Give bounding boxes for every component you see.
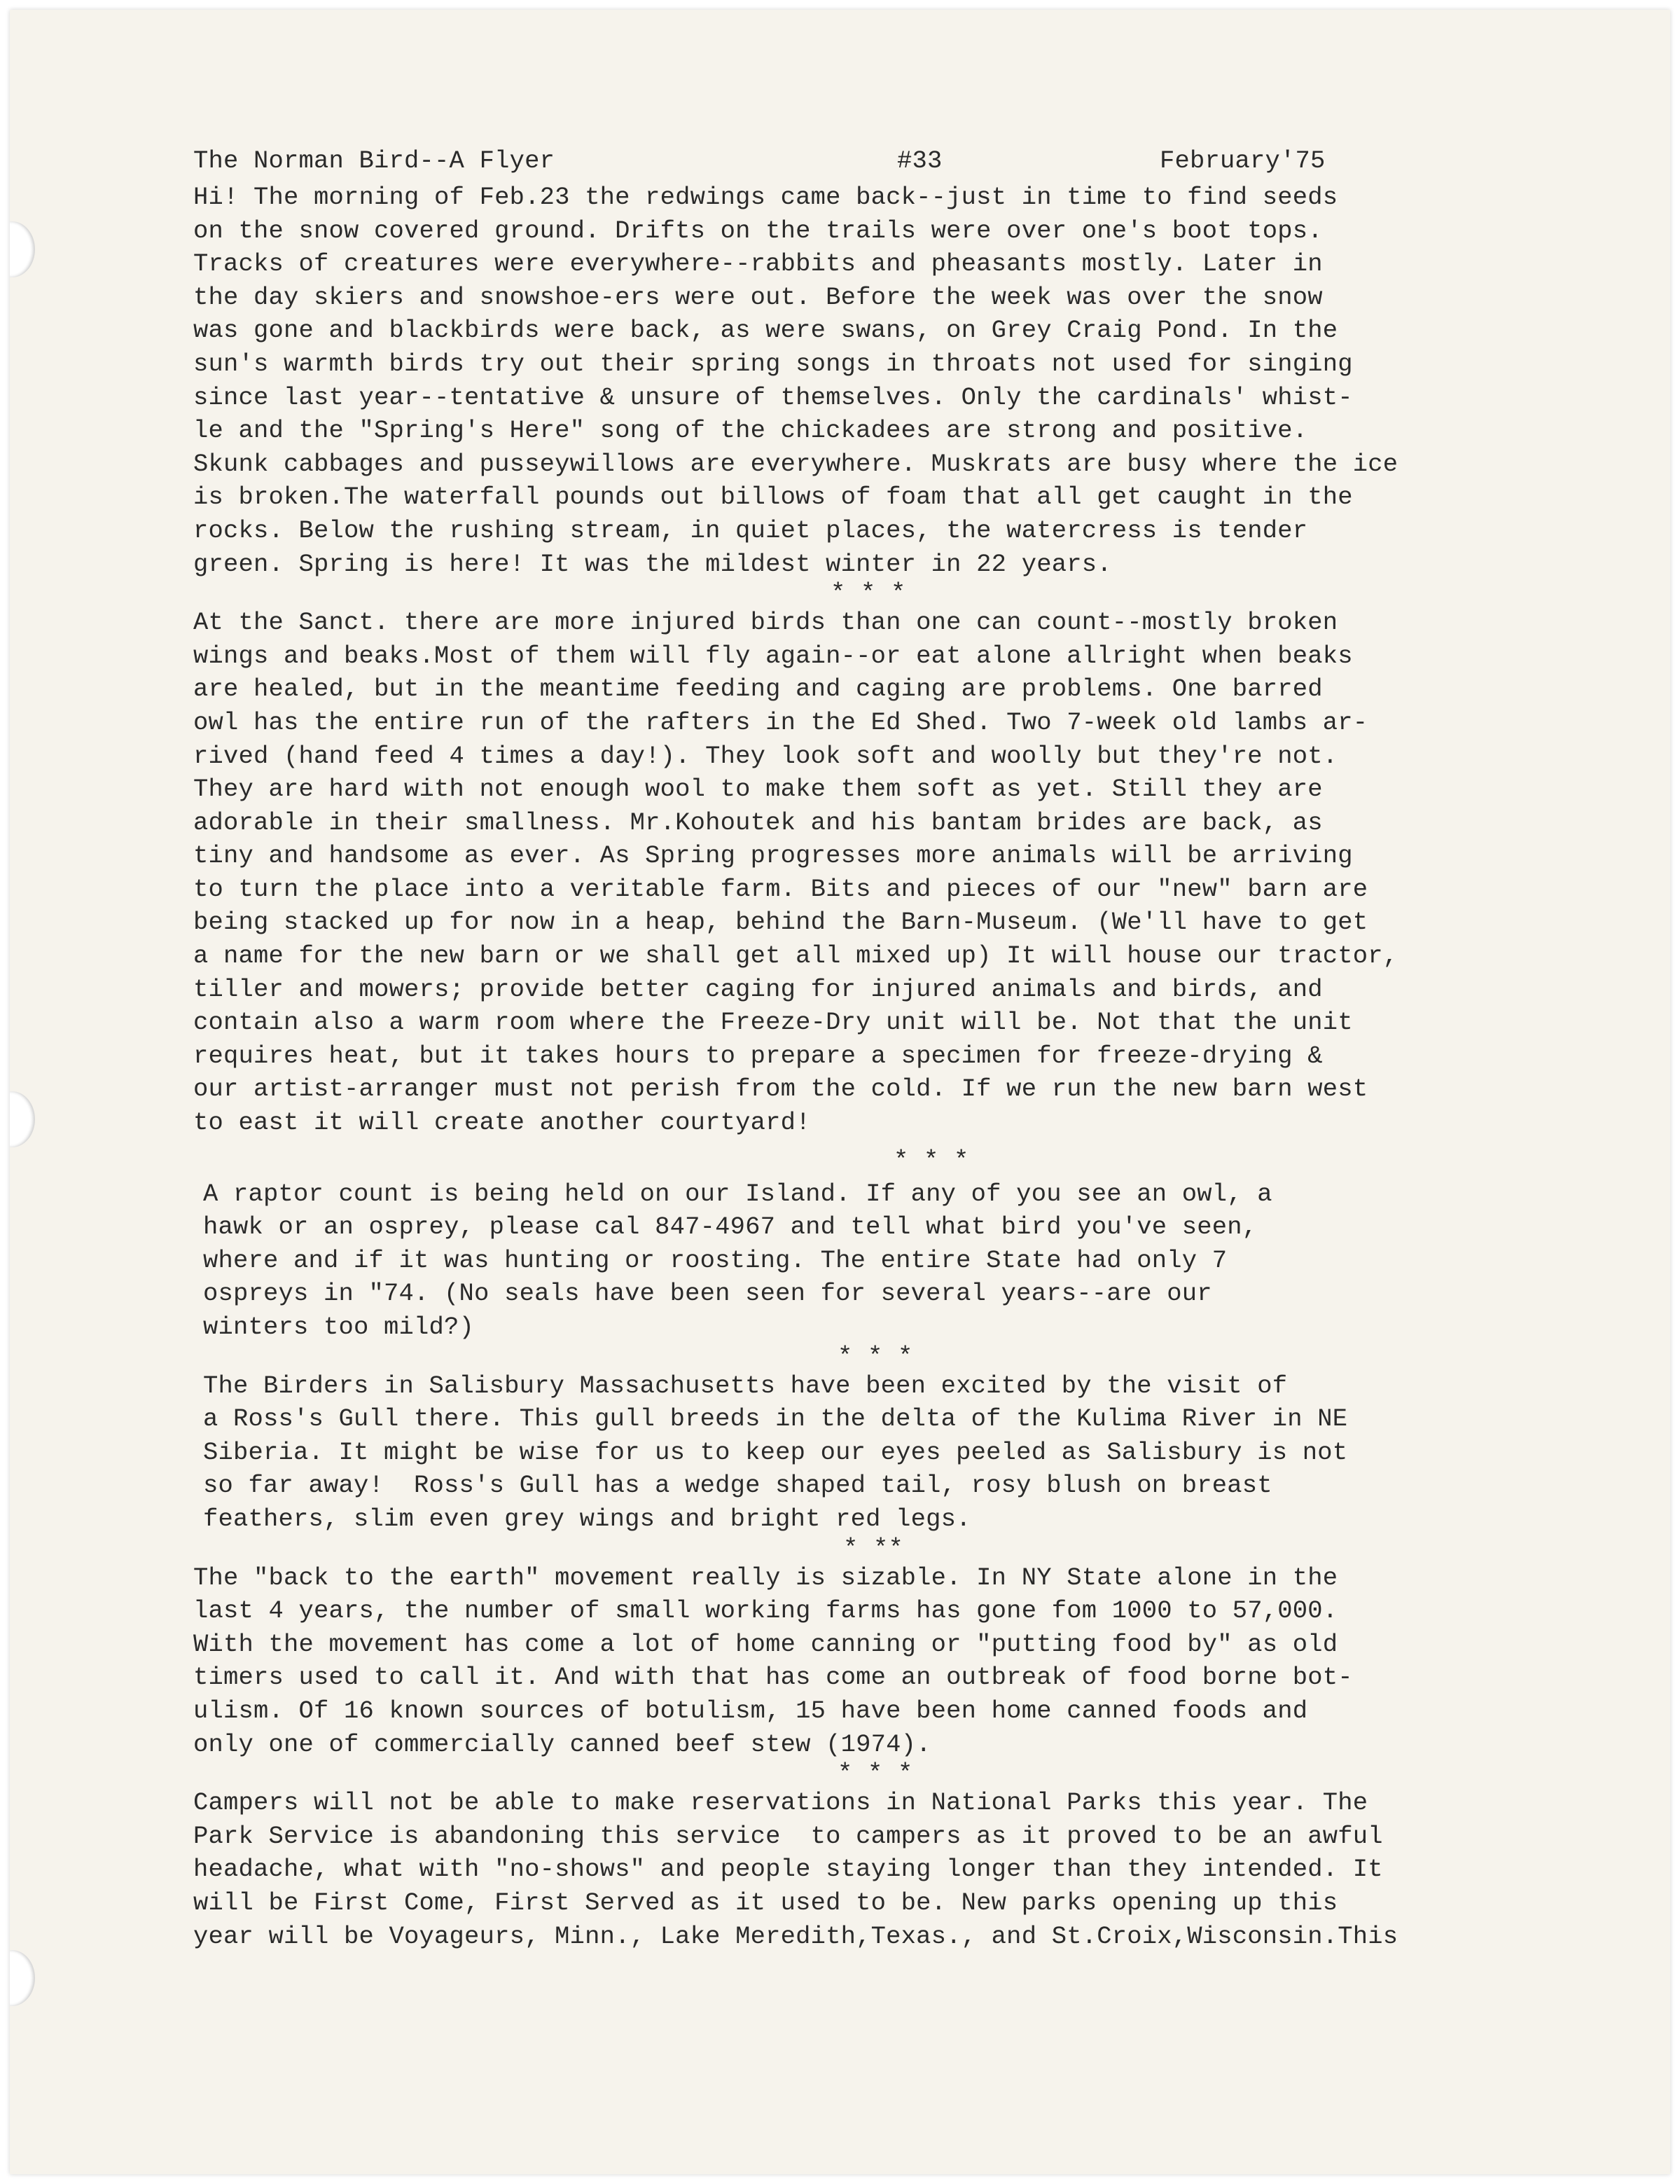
text-line: to turn the place into a veritable farm. Bits and pieces of our "new" barn are xyxy=(193,874,1368,904)
text-line: feathers, slim even grey wings and bright red legs. xyxy=(203,1504,971,1533)
paragraph-raptor-count xyxy=(193,1177,1580,1344)
text-line: Campers will not be able to make reservations in National Parks this year. The xyxy=(193,1788,1368,1818)
text-line: requires heat, but it takes hours to prepare a specimen for freeze-drying & xyxy=(193,1041,1323,1070)
text-line: hawk or an osprey, please cal 847-4967 and tell what bird you've seen, xyxy=(203,1212,1258,1242)
section-separator: * * * xyxy=(838,1759,913,1788)
text-line: A raptor count is being held on our Island. If any of you see an owl, a xyxy=(203,1179,1272,1208)
text-line: The Birders in Salisbury Massachusetts have been excited by the visit of xyxy=(203,1371,1288,1400)
text-line: rocks. Below the rushing stream, in quiet places, the watercress is tender xyxy=(193,516,1308,545)
text-line: Hi! The morning of Feb.23 the redwings came back--just in time to find seeds xyxy=(193,183,1338,212)
text-line: will be First Come, First Served as it used to be. New parks opening up this xyxy=(193,1888,1338,1917)
text-line: only one of commercially canned beef stew (1974). xyxy=(193,1729,931,1759)
section-separator: * * * xyxy=(838,1341,913,1371)
text-line: where and if it was hunting or roosting. The entire State had only 7 xyxy=(203,1245,1228,1275)
text-line: green. Spring is here! It was the mildest winter in 22 years. xyxy=(193,549,1112,579)
flyer-header xyxy=(193,130,1580,181)
paragraph-national-parks xyxy=(193,1786,1580,1953)
paragraph-spring xyxy=(193,181,1580,581)
text-line: Skunk cabbages and pusseywillows are everywhere. Muskrats are busy where the ice xyxy=(193,449,1398,478)
text-line: timers used to call it. And with that has come an outbreak of food borne bot- xyxy=(193,1663,1353,1692)
punch-hole xyxy=(10,1950,35,2006)
text-line: They are hard with not enough wool to make them soft as yet. Still they are xyxy=(193,775,1323,804)
text-line: sun's warmth birds try out their spring songs in throats not used for singing xyxy=(193,349,1353,378)
paragraph-back-to-earth xyxy=(193,1561,1580,1762)
text-line: At the Sanct. there are more injured birds than one can count--mostly broken xyxy=(193,608,1338,637)
text-line: our artist-arranger must not perish from the cold. If we run the new barn west xyxy=(193,1074,1368,1104)
text-line: Park Service is abandoning this service to campers as it proved to be an awful xyxy=(193,1821,1383,1851)
text-line: wings and beaks.Most of them will fly again--or eat alone allright when beaks xyxy=(193,641,1353,670)
text-line: the day skiers and snowshoe-ers were out. Before the week was over the snow xyxy=(193,282,1323,312)
text-line: a Ross's Gull there. This gull breeds in the delta of the Kulima River in NE xyxy=(203,1404,1348,1434)
text-line: rived (hand feed 4 times a day!). They look soft and woolly but they're not. xyxy=(193,741,1338,770)
text-line: to east it will create another courtyard! xyxy=(193,1108,811,1138)
text-line: The "back to the earth" movement really is sizable. In NY State alone in the xyxy=(193,1563,1338,1592)
text-line: so far away! Ross's Gull has a wedge shaped tail, rosy blush on breast xyxy=(203,1471,1272,1500)
text-line: tiller and mowers; provide better caging for injured animals and birds, and xyxy=(193,974,1323,1004)
text-line: With the movement has come a lot of home canning or "putting food by" as old xyxy=(193,1629,1338,1659)
text-line: contain also a warm room where the Freeze-Dry unit will be. Not that the unit xyxy=(193,1008,1353,1037)
text-line: Tracks of creatures were everywhere--rabbits and pheasants mostly. Later in xyxy=(193,249,1323,279)
text-line: adorable in their smallness. Mr.Kohoutek and his bantam brides are back, as xyxy=(193,808,1323,837)
text-line: since last year--tentative & unsure of themselves. Only the cardinals' whist- xyxy=(193,382,1353,412)
paragraph-sanctuary xyxy=(193,606,1580,1140)
paragraph-ross-gull xyxy=(193,1369,1580,1536)
text-line: a name for the new barn or we shall get all mixed up) It will house our tractor, xyxy=(193,941,1398,971)
punch-hole xyxy=(10,1091,35,1147)
text-line: ulism. Of 16 known sources of botulism, 15 have been home canned foods and xyxy=(193,1696,1308,1725)
issue-date: February'75 xyxy=(1160,146,1326,175)
text-line: winters too mild?) xyxy=(203,1313,475,1341)
section-separator: * * * xyxy=(831,579,906,608)
text-line: ospreys in "74. (No seals have been seen for several years--are our xyxy=(203,1279,1212,1308)
text-line: Siberia. It might be wise for us to keep our eyes peeled as Salisbury is not xyxy=(203,1437,1348,1467)
text-line: tiny and handsome as ever. As Spring progresses more animals will be arriving xyxy=(193,841,1353,871)
punch-hole xyxy=(10,221,35,277)
section-separator: * ** xyxy=(843,1533,904,1563)
text-line: le and the "Spring's Here" song of the chickadees are strong and positive. xyxy=(193,416,1308,445)
typed-text xyxy=(193,130,1580,1953)
text-line: headache, what with "no-shows" and people staying longer than they intended. It xyxy=(193,1855,1383,1884)
flyer-title: The Norman Bird--A Flyer xyxy=(193,146,555,175)
text-line: last 4 years, the number of small working farms has gone fom 1000 to 57,000. xyxy=(193,1596,1338,1626)
text-line: being stacked up for now in a heap, behind the Barn-Museum. (We'll have to get xyxy=(193,908,1368,937)
issue-number: #33 xyxy=(897,146,943,175)
text-line: was gone and blackbirds were back, as were swans, on Grey Craig Pond. In the xyxy=(193,316,1338,345)
text-line: are healed, but in the meantime feeding and caging are problems. One barred xyxy=(193,675,1323,704)
text-line: owl has the entire run of the rafters in the Ed Shed. Two 7-week old lambs ar- xyxy=(193,707,1368,737)
section-separator: * * * xyxy=(894,1145,969,1175)
text-line: is broken.The waterfall pounds out billows of foam that all get caught in the xyxy=(193,483,1353,512)
text-line: on the snow covered ground. Drifts on the trails were over one's boot tops. xyxy=(193,216,1323,245)
text-line: year will be Voyageurs, Minn., Lake Meredith,Texas., and St.Croix,Wisconsin.This xyxy=(193,1921,1398,1951)
